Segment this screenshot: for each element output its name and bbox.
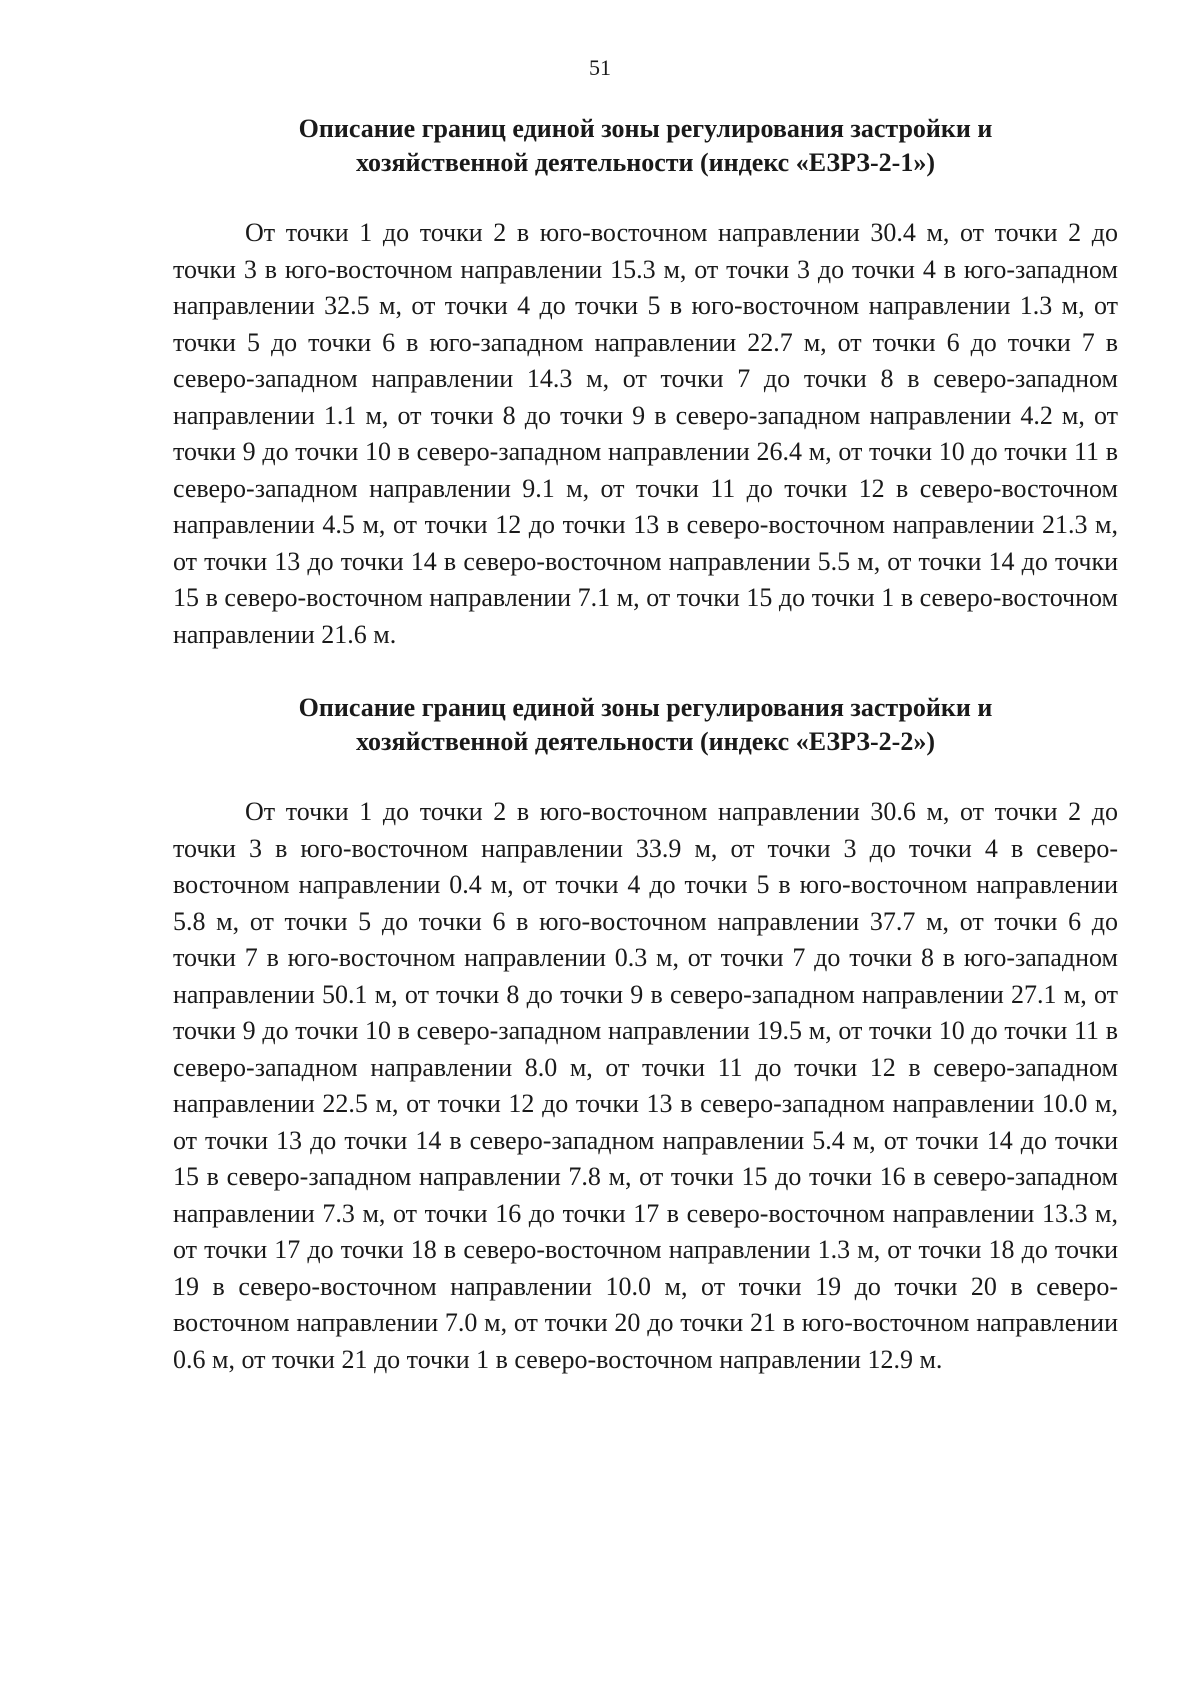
section-ezrz-2-2 <box>173 691 1118 1378</box>
document-content <box>173 112 1118 1378</box>
section-heading-line-1: Описание границ единой зоны регулирования застройки и <box>298 693 993 722</box>
page-number: 51 <box>589 55 611 80</box>
section-heading-line-1: Описание границ единой зоны регулирования застройки и <box>298 114 993 143</box>
section-heading <box>173 691 1118 759</box>
section-ezrz-2-1 <box>173 112 1118 653</box>
section-heading-line-2: хозяйственной деятельности (индекс «ЕЗРЗ-2-1») <box>356 148 935 177</box>
section-heading-line-2: хозяйственной деятельности (индекс «ЕЗРЗ-2-2») <box>356 727 935 756</box>
boundary-description-paragraph: От точки 1 до точки 2 в юго-восточном направлении 30.4 м, от точки 2 до точки 3 в юго-восточном направлении 15.3 м, от точки 3 до точки 4 в юго-западном направлении 32.5 м, от точки 4 до точки 5 в юго-восточном направлении 1.3 м, от точки 5 до точки 6 в юго-западном направлении 22.7 м, от точки 6 до точки 7 в северо-западном направлении 14.3 м, от точки 7 до точки 8 в северо-западном направлении 1.1 м, от точки 8 до точки 9 в северо-западном направлении 4.2 м, от точки 9 до точки 10 в северо-западном направлении 26.4 м, от точки 10 до точки 11 в северо-западном направлении 9.1 м, от точки 11 до точки 12 в северо-восточном направлении 4.5 м, от точки 12 до точки 13 в северо-восточном направлении 21.3 м, от точки 13 до точки 14 в северо-восточном направлении 5.5 м, от точки 14 до точки 15 в северо-восточном направлении 7.1 м, от точки 15 до точки 1 в северо-восточном направлении 21.6 м. <box>173 218 1118 649</box>
section-heading <box>173 112 1118 180</box>
boundary-description-paragraph: От точки 1 до точки 2 в юго-восточном направлении 30.6 м, от точки 2 до точки 3 в юго-восточном направлении 33.9 м, от точки 3 до точки 4 в северо-восточном направлении 0.4 м, от точки 4 до точки 5 в юго-восточном направлении 5.8 м, от точки 5 до точки 6 в юго-восточном направлении 37.7 м, от точки 6 до точки 7 в юго-восточном направлении 0.3 м, от точки 7 до точки 8 в юго-западном направлении 50.1 м, от точки 8 до точки 9 в северо-западном направлении 27.1 м, от точки 9 до точки 10 в северо-западном направлении 19.5 м, от точки 10 до точки 11 в северо-западном направлении 8.0 м, от точки 11 до точки 12 в северо-западном направлении 22.5 м, от точки 12 до точки 13 в северо-западном направлении 10.0 м, от точки 13 до точки 14 в северо-западном направлении 5.4 м, от точки 14 до точки 15 в северо-западном направлении 7.8 м, от точки 15 до точки 16 в северо-западном направлении 7.3 м, от точки 16 до точки 17 в северо-восточном направлении 13.3 м, от точки 17 до точки 18 в северо-восточном направлении 1.3 м, от точки 18 до точки 19 в северо-восточном направлении 10.0 м, от точки 19 до точки 20 в северо-восточном направлении 7.0 м, от точки 20 до точки 21 в юго-восточном направлении 0.6 м, от точки 21 до точки 1 в северо-восточном направлении 12.9 м. <box>173 797 1118 1374</box>
